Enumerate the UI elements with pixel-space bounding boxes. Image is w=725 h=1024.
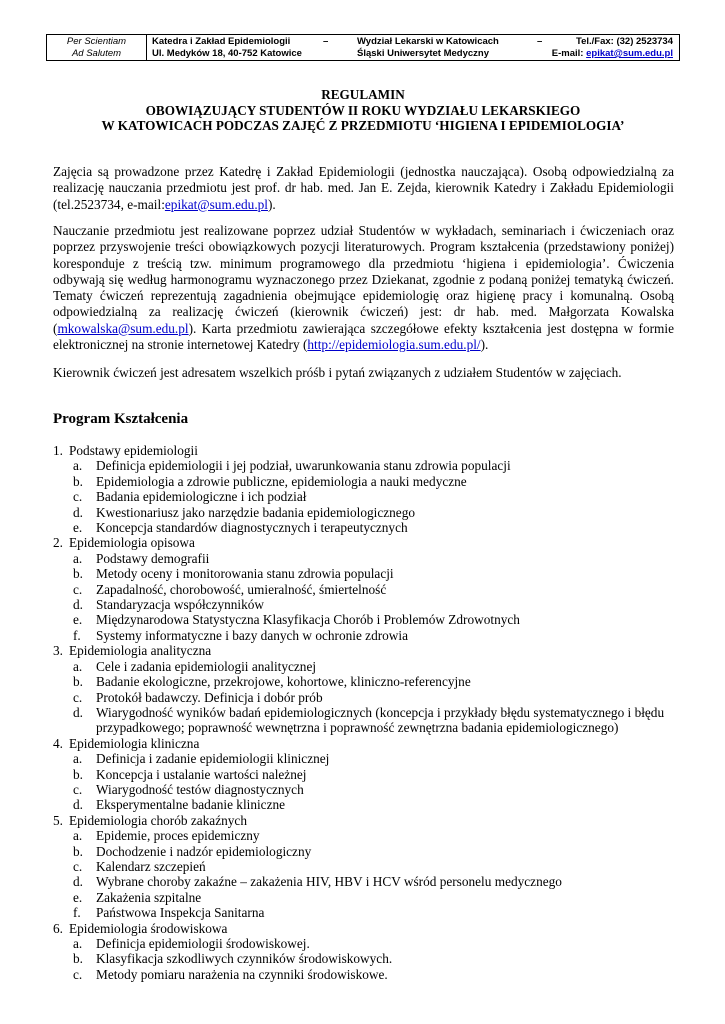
subtopic-letter: a. <box>73 550 83 566</box>
program-subtopic <box>53 674 683 689</box>
topic-label: Epidemiologia opisowa <box>69 535 195 551</box>
subtopic-letter: c. <box>73 689 83 705</box>
subtopic-text: Państwowa Inspekcja Sanitarna <box>96 905 265 921</box>
subtopic-letter: f. <box>73 627 81 643</box>
program-subtopic <box>53 690 683 705</box>
program-subtopic <box>53 951 683 966</box>
program-subtopic <box>53 859 683 874</box>
subtopic-text: Wybrane choroby zakaźne – zakażenia HIV, HBV i HCV wśród personelu medycznego <box>96 874 562 890</box>
subtopic-text: Kalendarz szczepień <box>96 858 206 874</box>
subtopic-text: Międzynarodowa Statystyczna Klasyfikacja Chorób i Problemów Zdrowotnych <box>96 612 520 628</box>
subtopic-letter: b. <box>73 473 83 489</box>
program-subtopic <box>53 844 683 859</box>
subtopic-text: Koncepcja standardów diagnostycznych i terapeutycznych <box>96 520 408 536</box>
subtopic-text: Eksperymentalne badanie kliniczne <box>96 797 286 813</box>
program-subtopic <box>53 582 683 597</box>
subtopic-letter: a. <box>73 828 83 844</box>
intro-end: ). <box>267 196 276 212</box>
subtopic-letter: b. <box>73 843 83 859</box>
subtopic-text: Standaryzacja współczynników <box>96 597 265 613</box>
phone-fax: Tel./Fax: (32) 2523734 <box>576 36 673 47</box>
subtopic-letter: a. <box>73 658 83 674</box>
subtopic-text: Metody oceny i monitorowania stanu zdrowia populacji <box>96 566 394 582</box>
subtopic-letter: c. <box>73 581 83 597</box>
topic-label: Podstawy epidemiologii <box>69 443 198 458</box>
kowalska-email-link[interactable]: mkowalska@sum.edu.pl <box>57 320 189 336</box>
subtopic-text: Badania epidemiologiczne i ich podział <box>96 489 307 505</box>
program-topic <box>53 443 683 458</box>
subtopic-letter: e. <box>73 520 83 536</box>
intro-text: Zajęcia są prowadzone przez Katedrę i Zakład Epidemiologii (jednostka nauczająca). Osobą odpowiedzialną za realizację nauczania przedmiotu jest prof. dr hab. med. Jan E. Zejda, kierownik Katedry i Zakładu Epidemiologii (tel.2523734, e-mail: <box>53 164 674 212</box>
subtopic-letter: a. <box>73 936 83 951</box>
teaching-mid: ). Karta przedmiotu zawierająca szczegółowe efekty kształcenia jest dostępna w formie elektronicznej na stronie internetowej Katedry ( <box>53 320 674 353</box>
program-subtopic <box>53 489 683 504</box>
subtopic-text: Epidemiologia a zdrowie publiczne, epidemiologia a nauki medyczne <box>96 473 467 489</box>
email-line <box>552 48 673 60</box>
program-subtopic <box>53 905 683 920</box>
program-subtopic <box>53 458 683 473</box>
motto-line-1: Per Scientiam <box>66 36 127 47</box>
university-name: Śląski Uniwersytet Medyczny <box>357 48 489 59</box>
subtopic-letter: a. <box>73 458 83 474</box>
program-topic <box>53 535 683 550</box>
program-subtopic <box>53 474 683 489</box>
program-subtopic <box>53 659 683 674</box>
department-website-link[interactable]: http://epidemiologia.sum.edu.pl/ <box>307 337 481 353</box>
subtopic-letter: f. <box>73 905 81 921</box>
topic-number: 2. <box>53 535 63 551</box>
subtopic-text: Podstawy demografii <box>96 550 210 566</box>
program-topic <box>53 813 683 828</box>
faculty-name: Wydział Lekarski w Katowicach <box>357 36 499 47</box>
email-label: E-mail: <box>551 48 584 59</box>
subtopic-letter: d. <box>73 797 83 813</box>
topic-number: 1. <box>53 443 63 458</box>
teaching-end: ). <box>480 337 489 353</box>
subtopic-text: Zapadalność, chorobowość, umieralność, śmiertelność <box>96 581 387 597</box>
program-subtopic <box>53 597 683 612</box>
program-subtopic <box>53 505 683 520</box>
subtopic-letter: e. <box>73 889 83 905</box>
topic-number: 5. <box>53 812 63 828</box>
subtopic-text: Badanie ekologiczne, przekrojowe, kohortowe, kliniczno-referencyjne <box>96 674 471 690</box>
subtopic-text: Metody pomiaru narażenia na czynniki środowiskowe. <box>96 966 388 982</box>
program-subtopic <box>53 705 683 736</box>
teaching-text: Nauczanie przedmiotu jest realizowane poprzez udział Studentów w wykładach, seminariach i ćwiczeniach oraz poprzez przyswojenie treści obowiązkowych pozycji literaturowych. Program kształcenia (przedstawiony poniżej) koresponduje z treścią tzw. minimum programowego dla przedmiotu ‘higiena i epidemiologia’. Ćwiczenia odbywają się według harmonogramu wyznaczonego przez Dziekanat, zgodnie z podaną poniżej tematyką ćwiczeń. Tematy ćwiczeń reprezentują zagadnienia obejmujące epidemiologię oraz higienę pracy i komunalną. Osobą odpowiedzialną za realizację ćwiczeń (kierownik ćwiczeń) jest: dr hab. med. Małgorzata Kowalska ( <box>53 223 674 336</box>
teaching-paragraph <box>53 223 674 353</box>
program-list <box>53 443 683 982</box>
address: Ul. Medyków 18, 40-752 Katowice <box>152 48 302 59</box>
document-title <box>46 87 680 134</box>
title-line-3: W KATOWICACH PODCZAS ZAJĘĆ Z PRZEDMIOTU ‘HIGIENA I EPIDEMIOLOGIA’ <box>101 118 625 133</box>
dash-1: – <box>323 36 329 47</box>
program-subtopic <box>53 612 683 627</box>
subtopic-letter: d. <box>73 597 83 613</box>
program-subtopic <box>53 551 683 566</box>
subtopic-text: Definicja epidemiologii i jej podział, uwarunkowania stanu zdrowia populacji <box>96 458 511 474</box>
topic-label: Epidemiologia chorób zakaźnych <box>69 812 247 828</box>
topic-number: 3. <box>53 643 63 659</box>
intro-paragraph <box>53 164 674 213</box>
program-subtopic <box>53 566 683 581</box>
department-name: Katedra i Zakład Epidemiologii <box>152 36 291 47</box>
motto-line-2: Ad Salutem <box>71 48 122 59</box>
subtopic-text: Systemy informatyczne i bazy danych w ochronie zdrowia <box>96 627 409 643</box>
subtopic-letter: b. <box>73 566 83 582</box>
subtopic-text: Wiarygodność testów diagnostycznych <box>96 781 304 797</box>
title-line-1: REGULAMIN <box>321 87 405 102</box>
dash-2: – <box>537 36 543 47</box>
title-line-2: OBOWIĄZUJĄCY STUDENTÓW II ROKU WYDZIAŁU LEKARSKIEGO <box>145 102 581 118</box>
subtopic-letter: b. <box>73 951 83 967</box>
topic-label: Epidemiologia analityczna <box>69 643 212 659</box>
program-subtopic <box>53 520 683 535</box>
subtopic-letter: c. <box>73 489 83 505</box>
subtopic-letter: d. <box>73 504 83 520</box>
letterhead-info <box>147 35 679 60</box>
subtopic-text: Kwestionariusz jako narzędzie badania epidemiologicznego <box>96 504 415 520</box>
subtopic-letter: c. <box>73 858 83 874</box>
subtopic-letter: c. <box>73 781 83 797</box>
subtopic-letter: d. <box>73 704 83 720</box>
subtopic-text: Definicja i zadanie epidemiologii klinicznej <box>96 751 330 767</box>
subtopic-letter: d. <box>73 874 83 890</box>
topic-label: Epidemiologia kliniczna <box>69 735 200 751</box>
topic-label: Epidemiologia środowiskowa <box>69 920 228 936</box>
subtopic-text: Protokół badawczy. Definicja i dobór prób <box>96 689 323 705</box>
subtopic-text: Epidemie, proces epidemiczny <box>96 828 260 844</box>
letterhead-email-link[interactable]: epikat@sum.edu.pl <box>586 48 673 59</box>
program-subtopic <box>53 936 683 951</box>
subtopic-letter: a. <box>73 751 83 767</box>
program-subtopic <box>53 628 683 643</box>
topic-number: 4. <box>53 735 63 751</box>
program-subtopic <box>53 874 683 889</box>
intro-email-link[interactable]: epikat@sum.edu.pl <box>164 196 268 212</box>
contact-paragraph: Kierownik ćwiczeń jest adresatem wszelkich próśb i pytań związanych z udziałem Studentów w zajęciach. <box>53 365 622 380</box>
subtopic-letter: b. <box>73 766 83 782</box>
subtopic-text: Zakażenia szpitalne <box>96 889 202 905</box>
subtopic-letter: c. <box>73 966 83 982</box>
subtopic-text: Cele i zadania epidemiologii analitycznej <box>96 658 317 674</box>
program-subtopic <box>53 782 683 797</box>
subtopic-text: Koncepcja i ustalanie wartości należnej <box>96 766 307 782</box>
subtopic-text: Definicja epidemiologii środowiskowej. <box>96 936 310 951</box>
subtopic-text: Dochodzenie i nadzór epidemiologiczny <box>96 843 312 859</box>
program-subtopic <box>53 797 683 812</box>
subtopic-text: Wiarygodność wyników badań epidemiologicznych (koncepcja i przykłady błędu systematycznego i błędu przypadkowego; poprawność wewnętrzna i poprawność zewnętrzna badania epidemiologicznego) <box>96 704 665 736</box>
program-topic <box>53 736 683 751</box>
subtopic-text: Klasyfikacja szkodliwych czynników środowiskowych. <box>96 951 393 967</box>
program-topic <box>53 643 683 658</box>
topic-number: 6. <box>53 920 63 936</box>
program-subtopic <box>53 890 683 905</box>
subtopic-letter: b. <box>73 674 83 690</box>
program-subtopic <box>53 767 683 782</box>
subtopic-letter: e. <box>73 612 83 628</box>
program-subtopic <box>53 828 683 843</box>
letterhead <box>46 34 680 61</box>
program-heading: Program Kształcenia <box>53 411 189 427</box>
program-subtopic <box>53 967 683 982</box>
motto <box>47 35 147 60</box>
program-topic <box>53 921 683 936</box>
program-subtopic <box>53 751 683 766</box>
